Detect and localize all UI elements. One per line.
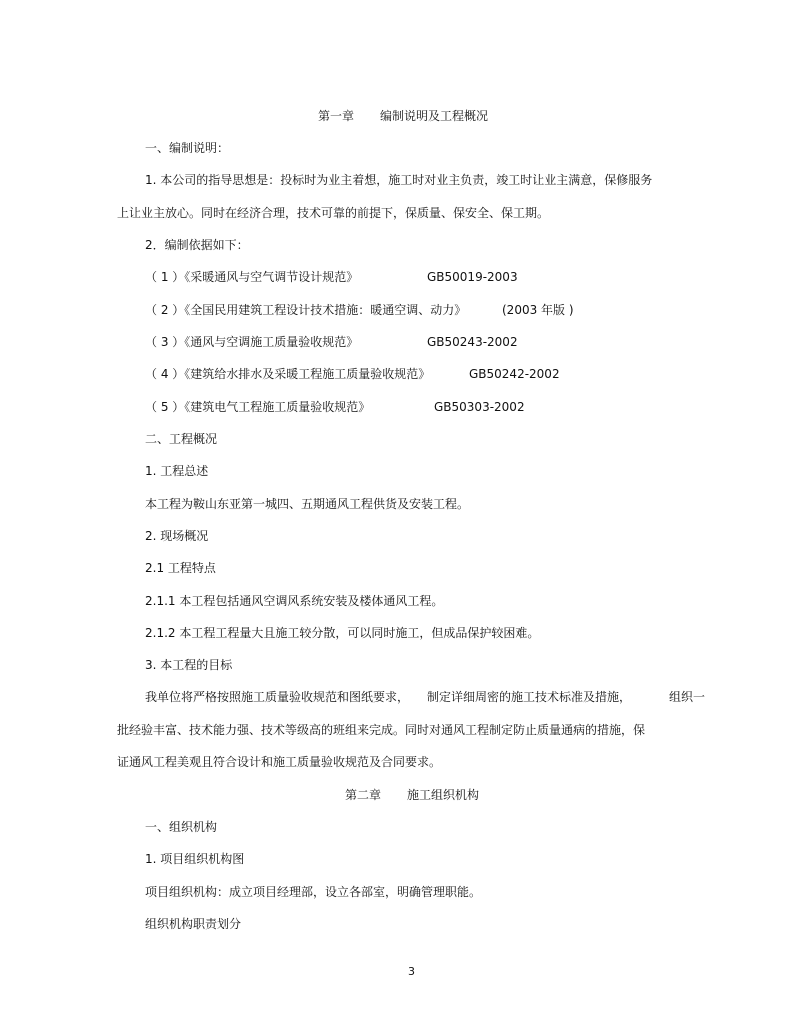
chapter1-heading xyxy=(318,108,488,124)
overview-3-title: 3. 本工程的目标 xyxy=(145,658,233,672)
overview-3-line1-part-b: 制定详细周密的施工技术标准及措施， xyxy=(427,690,632,704)
reference-2-code: (2003 年版 ) xyxy=(502,303,574,317)
overview-2-1-title: 2.1 工程特点 xyxy=(145,561,216,575)
reference-4-title: （ 4 ）《建筑给水排水及采暖工程施工质量验收规范》 xyxy=(145,367,431,381)
reference-5-code: GB50303-2002 xyxy=(434,400,525,414)
organization-2-title: 组织机构职责划分 xyxy=(145,917,242,931)
reference-3-title: （ 3 ）《通风与空调施工质量验收规范》 xyxy=(145,335,359,349)
section-heading-overview: 二、工程概况 xyxy=(145,432,218,446)
reference-4-code: GB50242-2002 xyxy=(469,367,560,381)
overview-1-title: 1. 工程总述 xyxy=(145,464,209,478)
item2-basis: 2．编制依据如下： xyxy=(145,238,249,252)
overview-2-1-1: 2.1.1 本工程包括通风空调风系统安装及楼体通风工程。 xyxy=(145,594,444,608)
overview-3-line2: 批经验丰富、技术能力强、技术等级高的班组来完成。同时对通风工程制定防止质量通病的措施，保 xyxy=(117,723,646,737)
section-heading-organization: 一、组织机构 xyxy=(145,820,218,834)
reference-1-code: GB50019-2003 xyxy=(427,270,518,284)
reference-1-title: （ 1 ）《采暖通风与空气调节设计规范》 xyxy=(145,270,359,284)
chapter1-title: 编制说明及工程概况 xyxy=(380,109,489,123)
overview-3-line1-part-c: 组织一 xyxy=(669,690,706,704)
reference-2-title: （ 2 ）《全国民用建筑工程设计技术措施：暖通空调、动力》 xyxy=(145,303,467,317)
chapter2-number: 第二章 xyxy=(345,788,382,802)
reference-5-title: （ 5 ）《建筑电气工程施工质量验收规范》 xyxy=(145,400,371,414)
item1-line1: 1. 本公司的指导思想是：投标时为业主着想，施工时对业主负责，竣工时让业主满意，保修服务 xyxy=(145,173,653,187)
organization-1-text: 项目组织机构：成立项目经理部，设立各部室，明确管理职能。 xyxy=(145,885,482,899)
item1-line2: 上让业主放心。同时在经济合理，技术可靠的前提下，保质量、保安全、保工期。 xyxy=(117,206,550,220)
section-heading-compilation: 一、编制说明： xyxy=(145,141,230,155)
overview-3-line1-part-a: 我单位将严格按照施工质量验收规范和图纸要求， xyxy=(145,690,410,704)
chapter1-number: 第一章 xyxy=(318,109,355,123)
page-number: 3 xyxy=(408,965,415,978)
overview-2-1-2: 2.1.2 本工程工程量大且施工较分散，可以同时施工，但成品保护较困难。 xyxy=(145,626,540,640)
organization-1-title: 1. 项目组织机构图 xyxy=(145,852,245,866)
reference-3-code: GB50243-2002 xyxy=(427,335,518,349)
overview-2-title: 2. 现场概况 xyxy=(145,529,209,543)
chapter2-heading xyxy=(345,787,479,803)
chapter2-title: 施工组织机构 xyxy=(407,788,480,802)
overview-3-line3: 证通风工程美观且符合设计和施工质量验收规范及合同要求。 xyxy=(117,755,442,769)
overview-1-text: 本工程为鞍山东亚第一城四、五期通风工程供货及安装工程。 xyxy=(145,497,470,511)
